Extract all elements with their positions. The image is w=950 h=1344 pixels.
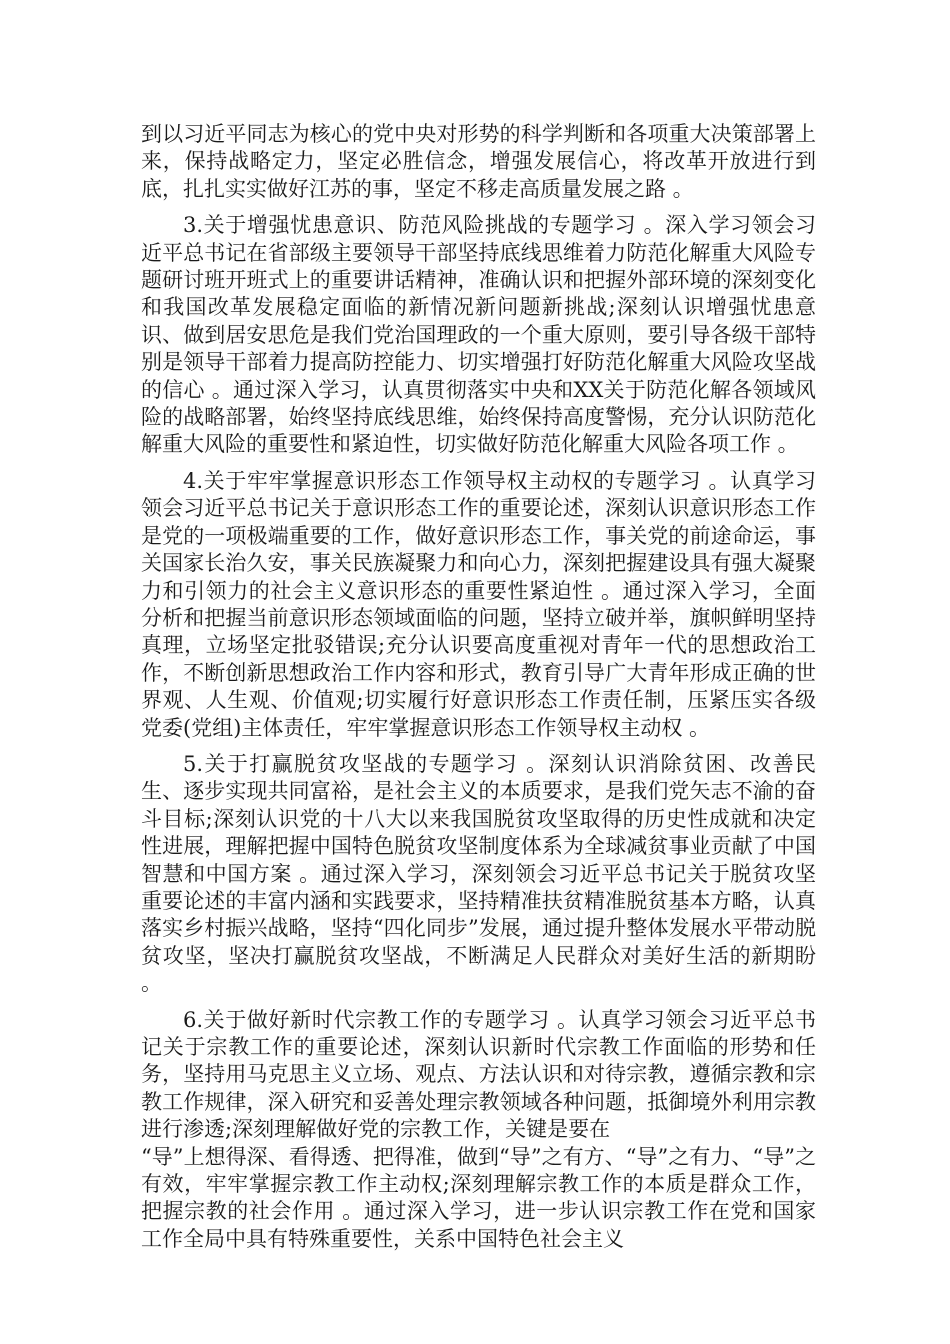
document-page — [141, 121, 816, 1262]
paragraph-item-4: 4.关于牢牢掌握意识形态工作领导权主动权的专题学习 。认真学习领会习近平总书记关于意识形态工作的重要论述，深刻认识意识形态工作是党的一项极端重要的工作，做好意识形态工作，事关党的前途命运，事关国家长治久安，事关民族凝聚力和向心力，深刻把握建设具有强大凝聚力和引领力的社会主义意识形态的重要性紧迫性 。通过深入学习，全面分析和把握当前意识形态领域面临的问题，坚持立破并举，旗帜鲜明坚持真理，立场坚定批驳错误;充分认识要高度重视对青年一代的思想政治工作，不断创新思想政治工作内容和形式，教育引导广大青年形成正确的世界观、人生观、价值观;切实履行好意识形态工作责任制，压紧压实各级党委(党组)主体责任，牢牢掌握意识形态工作领导权主动权 。 — [141, 468, 816, 740]
paragraph-item-3: 3.关于增强忧患意识、防范风险挑战的专题学习 。深入学习领会习近平总书记在省部级主要领导干部坚持底线思维着力防范化解重大风险专题研讨班开班式上的重要讲话精神，准确认识和把握外部环境的深刻变化和我国改革发展稳定面临的新情况新问题新挑战;深刻认识增强忧患意识、做到居安思危是我们党治国理政的一个重大原则，要引导各级干部特别是领导干部着力提高防控能力、切实增强打好防范化解重大风险攻坚战的信心 。通过深入学习，认真贯彻落实中央和XX关于防范化解各领域风险的战略部署，始终坚持底线思维，始终保持高度警惕，充分认识防范化解重大风险的重要性和紧迫性，切实做好防范化解重大风险各项工作 。 — [141, 213, 816, 457]
paragraph-item-6: 6.关于做好新时代宗教工作的专题学习 。认真学习领会习近平总书记关于宗教工作的重要论述，深刻认识新时代宗教工作面临的形势和任务，坚持用马克思主义立场、观点、方法认识和对待宗教，遵循宗教和宗教工作规律，深入研究和妥善处理宗教领域各种问题，抵御境外利用宗教进行渗透;深刻理解做好党的宗教工作，关键是要在 “导”上想得深、看得透、把得准，做到“导”之有方、“导”之有力、“导”之有效，牢牢掌握宗教工作主动权;深刻理解宗教工作的本质是群众工作，把握宗教的社会作用 。通过深入学习，进一步认识宗教工作在党和国家工作全局中具有特殊重要性，关系中国特色社会主义 — [141, 1007, 816, 1251]
paragraph-continuation: 到以习近平同志为核心的党中央对形势的科学判断和各项重大决策部署上来，保持战略定力，坚定必胜信念，增强发展信心，将改革开放进行到底，扎扎实实做好江苏的事，坚定不移走高质量发展之路 。 — [141, 122, 816, 201]
paragraph-item-5: 5.关于打赢脱贫攻坚战的专题学习 。深刻认识消除贫困、改善民生、逐步实现共同富裕，是社会主义的本质要求，是我们党矢志不渝的奋斗目标;深刻认识党的十八大以来我国脱贫攻坚取得的历史性成就和决定性进展，理解把握中国特色脱贫攻坚制度体系为全球减贫事业贡献了中国智慧和中国方案 。通过深入学习，深刻领会习近平总书记关于脱贫攻坚重要论述的丰富内涵和实践要求，坚持精准扶贫精准脱贫基本方略，认真落实乡村振兴战略，坚持“四化同步”发展，通过提升整体发展水平带动脱贫攻坚，坚决打赢脱贫攻坚战，不断满足人民群众对美好生活的新期盼 。 — [141, 751, 816, 996]
